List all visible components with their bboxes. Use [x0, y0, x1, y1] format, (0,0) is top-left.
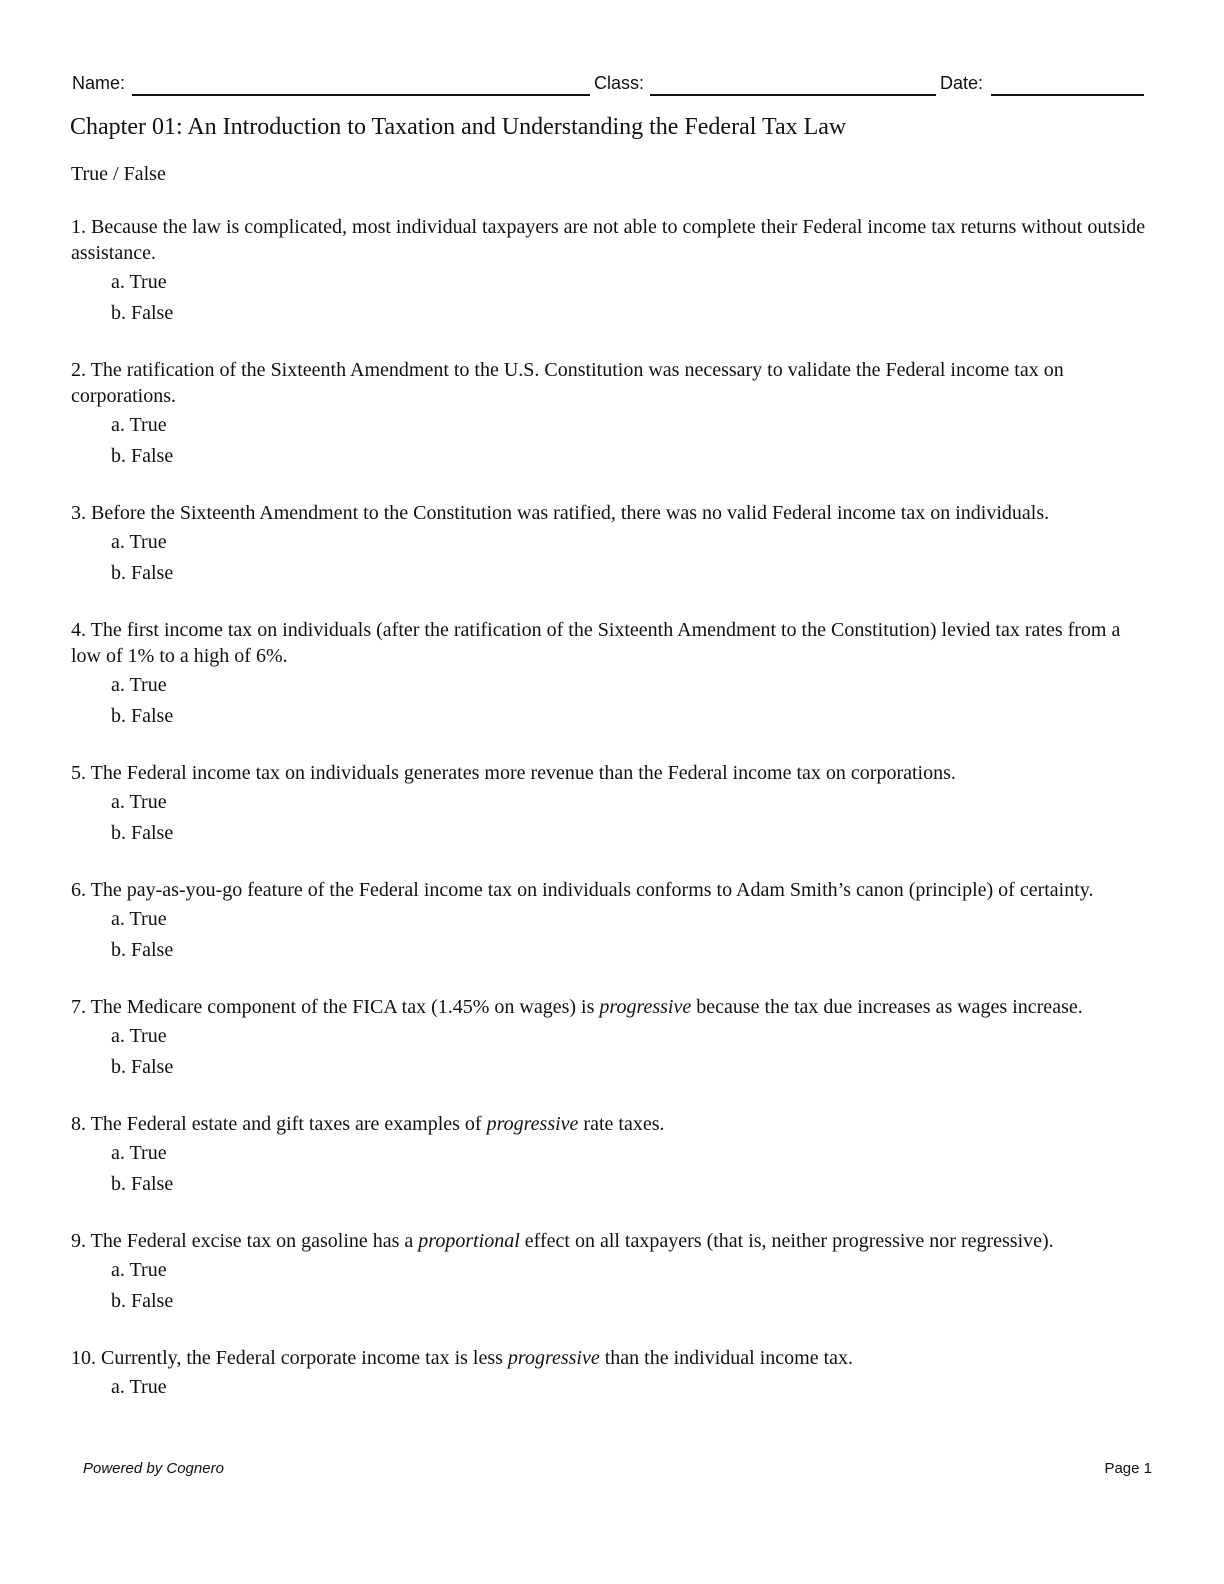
question-text — [71, 994, 1146, 1020]
question-text-part: The Federal excise tax on gasoline has a — [90, 1230, 419, 1252]
answer-option[interactable]: a. True — [111, 1376, 167, 1398]
question-text — [71, 1345, 1146, 1371]
answer-option[interactable]: b. False — [111, 302, 174, 324]
question-text-part: The ratification of the Sixteenth Amendment to the U.S. Constitution was necessary to validate the Federal income tax on corporations. — [71, 359, 1064, 407]
answer-option[interactable]: a. True — [111, 1025, 167, 1047]
answer-option[interactable]: a. True — [111, 1142, 167, 1164]
class-blank-line[interactable] — [650, 94, 936, 96]
question-text — [71, 1111, 1146, 1137]
question-text — [71, 877, 1146, 903]
question-text — [71, 617, 1146, 669]
answer-option[interactable]: a. True — [111, 414, 167, 436]
question-text-part: Before the Sixteenth Amendment to the Constitution was ratified, there was no valid Federal income tax on individuals. — [91, 502, 1050, 524]
question-text-part: The Medicare component of the FICA tax (1.45% on wages) is — [90, 996, 600, 1018]
question-text — [71, 760, 1146, 786]
answer-option[interactable]: a. True — [111, 1259, 167, 1281]
answer-option[interactable]: b. False — [111, 1173, 174, 1195]
question-item — [71, 617, 1146, 731]
emphasized-term: progressive — [599, 996, 692, 1018]
date-blank-line[interactable] — [991, 94, 1144, 96]
question-text — [71, 500, 1146, 526]
emphasized-term: progressive — [507, 1347, 600, 1369]
question-number: 8. — [71, 1113, 86, 1135]
question-text-part: rate taxes. — [578, 1113, 665, 1135]
question-text-part: The pay-as-you-go feature of the Federal income tax on individuals conforms to Adam Smith’s canon (principle) of certainty. — [90, 879, 1094, 901]
question-text — [71, 1228, 1146, 1254]
answer-option[interactable]: a. True — [111, 271, 167, 293]
question-text-part: than the individual income tax. — [599, 1347, 854, 1369]
question-text — [71, 214, 1146, 266]
question-item — [71, 1111, 1146, 1199]
question-number: 2. — [71, 359, 86, 381]
question-item — [71, 760, 1146, 848]
question-item — [71, 357, 1146, 471]
date-field[interactable] — [940, 72, 1144, 96]
chapter-title: Chapter 01: An Introduction to Taxation and Understanding the Federal Tax Law — [70, 114, 847, 140]
question-item — [71, 994, 1146, 1082]
class-label: Class: — [594, 73, 645, 93]
question-text-part: The first income tax on individuals (after the ratification of the Sixteenth Amendment to the Constitution) levied tax rates from a low of 1% to a high of 6%. — [71, 619, 1121, 667]
emphasized-term: progressive — [486, 1113, 579, 1135]
emphasized-term: proportional — [418, 1230, 520, 1252]
answer-option[interactable]: b. False — [111, 445, 174, 467]
question-item — [71, 500, 1146, 588]
class-field[interactable] — [594, 72, 936, 96]
answer-option[interactable]: b. False — [111, 562, 174, 584]
question-number: 7. — [71, 996, 86, 1018]
question-list — [71, 214, 1146, 1431]
answer-option[interactable]: a. True — [111, 531, 167, 553]
section-heading: True / False — [71, 163, 166, 185]
student-info-header — [72, 72, 1144, 98]
name-field[interactable] — [72, 72, 590, 96]
question-number: 6. — [71, 879, 86, 901]
question-number: 4. — [71, 619, 86, 641]
question-text-part: because the tax due increases as wages increase. — [691, 996, 1083, 1018]
answer-option[interactable]: a. True — [111, 674, 167, 696]
question-number: 10. — [71, 1347, 96, 1369]
name-label: Name: — [72, 73, 126, 93]
page-number: Page 1 — [1104, 1460, 1152, 1477]
answer-option[interactable]: b. False — [111, 1056, 174, 1078]
question-text-part: Because the law is complicated, most individual taxpayers are not able to complete their Federal income tax returns without outside assistance. — [71, 216, 1146, 264]
question-item — [71, 214, 1146, 328]
date-label: Date: — [940, 73, 984, 93]
answer-option[interactable]: a. True — [111, 908, 167, 930]
question-item — [71, 877, 1146, 965]
answer-option[interactable]: b. False — [111, 705, 174, 727]
question-text-part: effect on all taxpayers (that is, neither progressive nor regressive). — [519, 1230, 1054, 1252]
question-number: 3. — [71, 502, 86, 524]
question-text — [71, 357, 1146, 409]
question-item — [71, 1345, 1146, 1402]
answer-option[interactable]: b. False — [111, 939, 174, 961]
question-number: 5. — [71, 762, 86, 784]
question-number: 9. — [71, 1230, 86, 1252]
question-item — [71, 1228, 1146, 1316]
answer-option[interactable]: b. False — [111, 1290, 174, 1312]
answer-option[interactable]: b. False — [111, 822, 174, 844]
question-text-part: The Federal estate and gift taxes are examples of — [90, 1113, 487, 1135]
powered-by-footer: Powered by Cognero — [83, 1460, 224, 1477]
name-blank-line[interactable] — [132, 94, 590, 96]
question-text-part: The Federal income tax on individuals generates more revenue than the Federal income tax on corporations. — [90, 762, 956, 784]
answer-option[interactable]: a. True — [111, 791, 167, 813]
question-text-part: Currently, the Federal corporate income tax is less — [101, 1347, 508, 1369]
question-number: 1. — [71, 216, 86, 238]
